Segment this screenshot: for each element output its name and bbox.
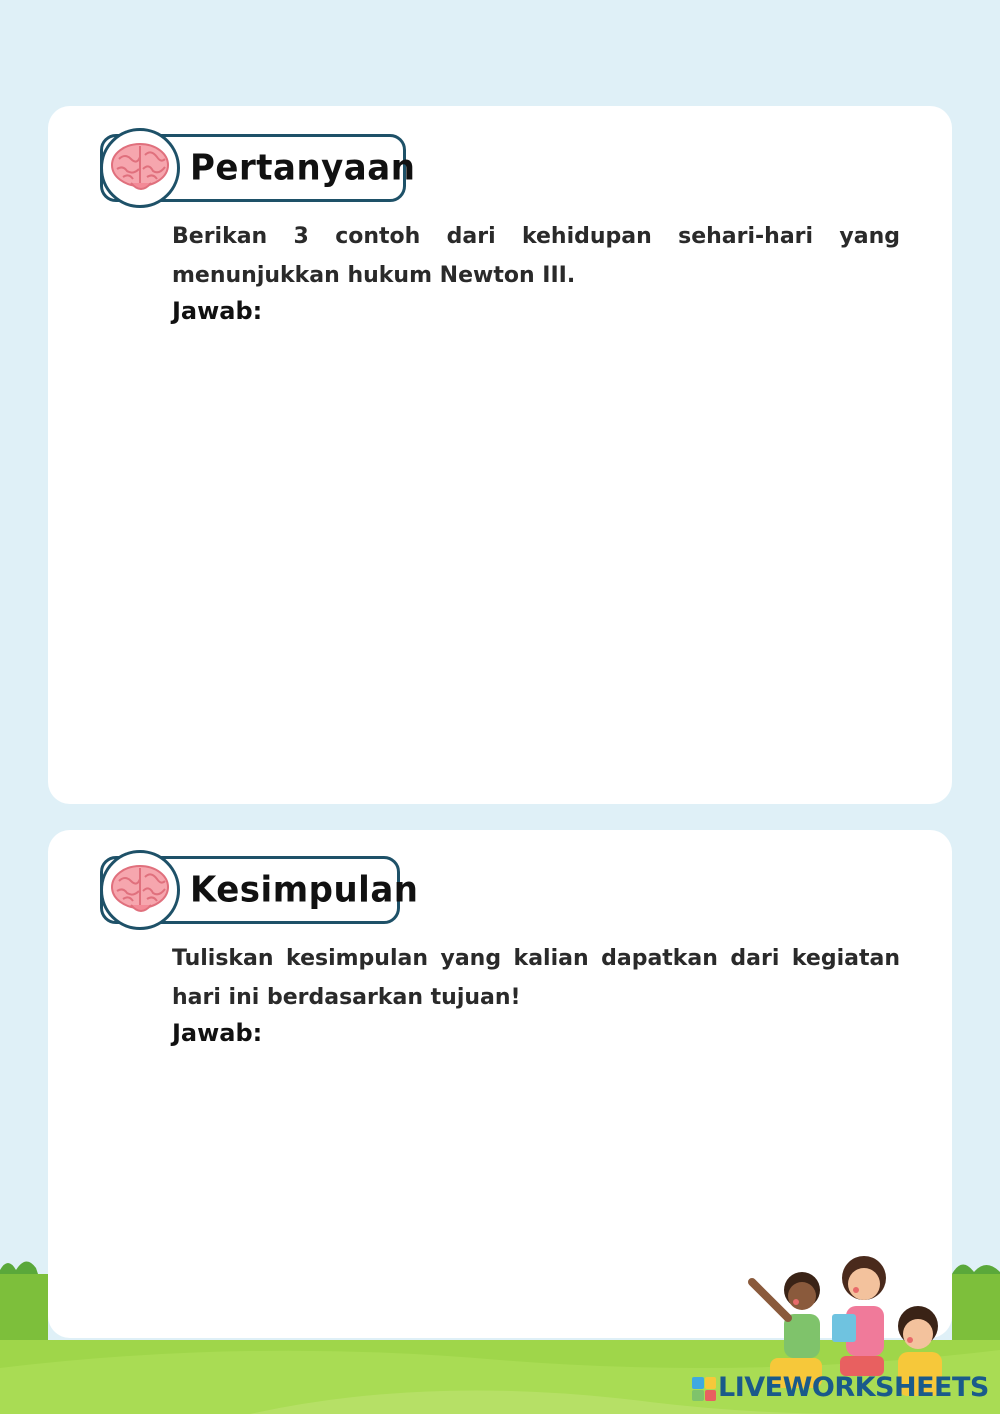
section-title: Pertanyaan (190, 147, 416, 189)
brand-watermark[interactable]: LIVEWORKSHEETS (718, 1372, 989, 1403)
question-card (48, 106, 952, 804)
section-title: Kesimpulan (190, 869, 419, 911)
question-text: Tuliskan kesimpulan yang kalian dapatkan dari kegiatan hari ini berdasarkan tujuan! (172, 946, 900, 1010)
brain-icon (100, 128, 180, 208)
question-text: Berikan 3 contoh dari kehidupan sehari-hari yang menunjukkan hukum Newton III. (172, 224, 900, 288)
answer-label: Jawab: (172, 297, 263, 325)
brain-icon (100, 850, 180, 930)
answer-label: Jawab: (172, 1019, 263, 1047)
liveworksheets-logo-icon (692, 1377, 716, 1401)
